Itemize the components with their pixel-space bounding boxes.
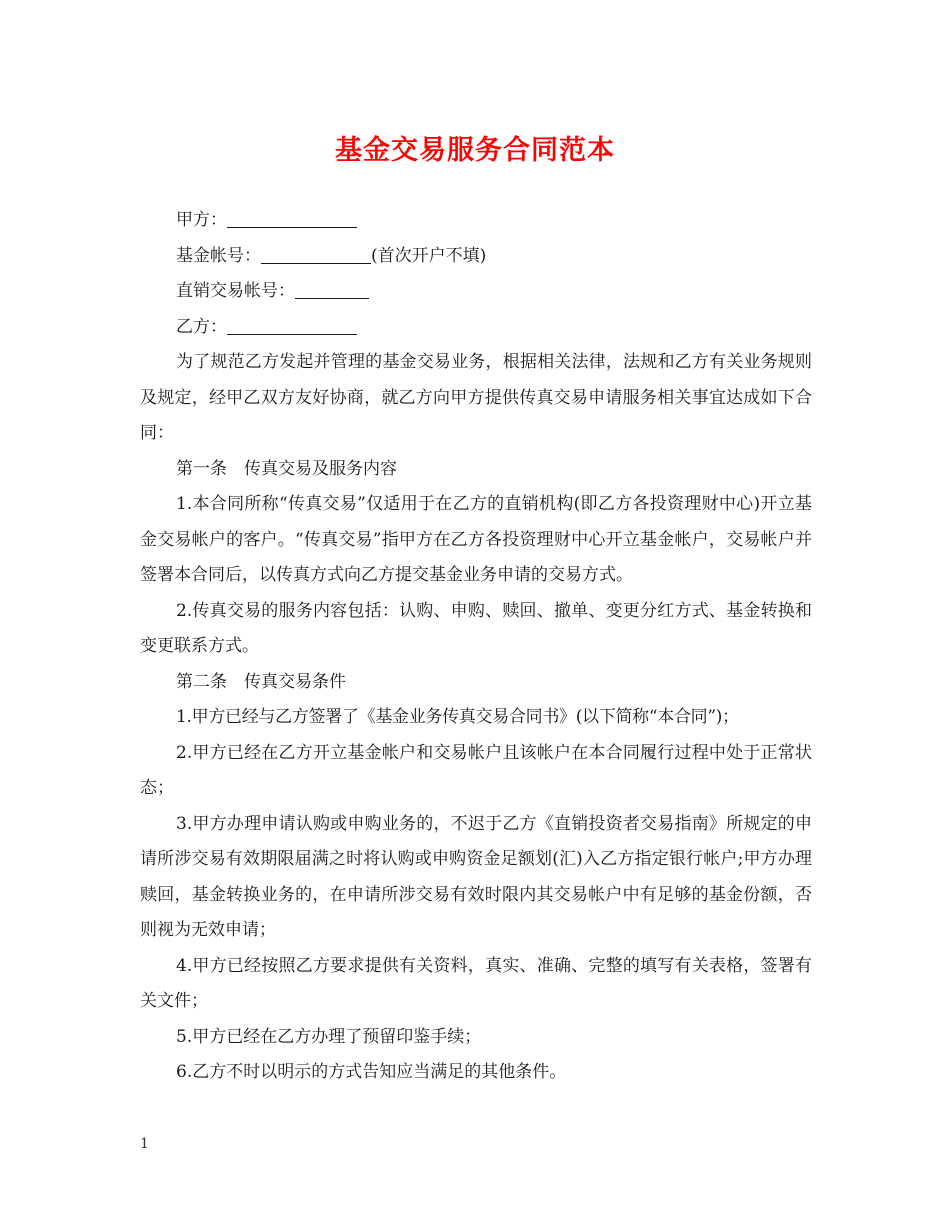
article-2-clause-6: 6.乙方不时以明示的方式告知应当满足的其他条件。 [176, 1062, 567, 1082]
fund-account-line [140, 239, 812, 275]
article-1-clause-1: 1.本合同所称“传真交易”仅适用于在乙方的直销机构(即乙方各投资理财中心)开立基金交易帐户的客户。“传真交易”指甲方在乙方各投资理财中心开立基金帐户，交易帐户并签署本合同后，以传真方式向乙方提交基金业务申请的交易方式。 [140, 494, 812, 585]
party-a-blank [227, 205, 357, 228]
article-2-clause-1: 1.甲方已经与乙方签署了《基金业务传真交易合同书》(以下简称“本合同”)； [176, 707, 739, 727]
party-a-label: 甲方： [176, 210, 227, 230]
article-2-clause-2: 2.甲方已经在乙方开立基金帐户和交易帐户且该帐户在本合同履行过程中处于正常状态； [140, 742, 812, 798]
page-number: 1 [140, 1136, 149, 1152]
document-body [140, 203, 812, 1091]
article-2-clause-5: 5.甲方已经在乙方办理了预留印鉴手续； [176, 1026, 482, 1047]
article-1-heading: 第一条 传真交易及服务内容 [176, 458, 397, 479]
article-2-heading: 第二条 传真交易条件 [176, 671, 346, 692]
party-b-line [140, 310, 812, 346]
direct-account-line [140, 274, 812, 310]
article-2-clause-3: 3.甲方办理申请认购或申购业务的，不迟于乙方《直销投资者交易指南》所规定的申请所涉交易有效期限届满之时将认购或申购资金足额划(汇)入乙方指定银行帐户;甲方办理赎回，基金转换业务的，在申请所涉交易有效时限内其交易帐户中有足够的基金份额，否则视为无效申请； [140, 813, 812, 940]
direct-account-label: 直销交易帐号： [176, 281, 295, 301]
fund-account-label: 基金帐号： [176, 245, 261, 266]
article-2-clause-4: 4.甲方已经按照乙方要求提供有关资料，真实、准确、完整的填写有关表格，签署有关文件； [140, 955, 812, 1011]
direct-account-blank [295, 276, 369, 299]
party-b-blank [227, 312, 357, 335]
document-title: 基金交易服务合同范本 [335, 135, 615, 166]
party-a-line [140, 203, 812, 239]
intro-paragraph: 为了规范乙方发起并管理的基金交易业务，根据相关法律，法规和乙方有关业务规则及规定，经甲乙双方友好协商，就乙方向甲方提供传真交易申请服务相关事宜达成如下合同： [140, 352, 812, 443]
fund-account-note: (首次开户不填) [371, 245, 487, 266]
fund-account-blank [261, 241, 371, 264]
party-b-label: 乙方： [176, 316, 227, 337]
article-1-clause-2: 2.传真交易的服务内容包括：认购、申购、赎回、撤单、变更分红方式、基金转换和变更联系方式。 [140, 600, 812, 656]
